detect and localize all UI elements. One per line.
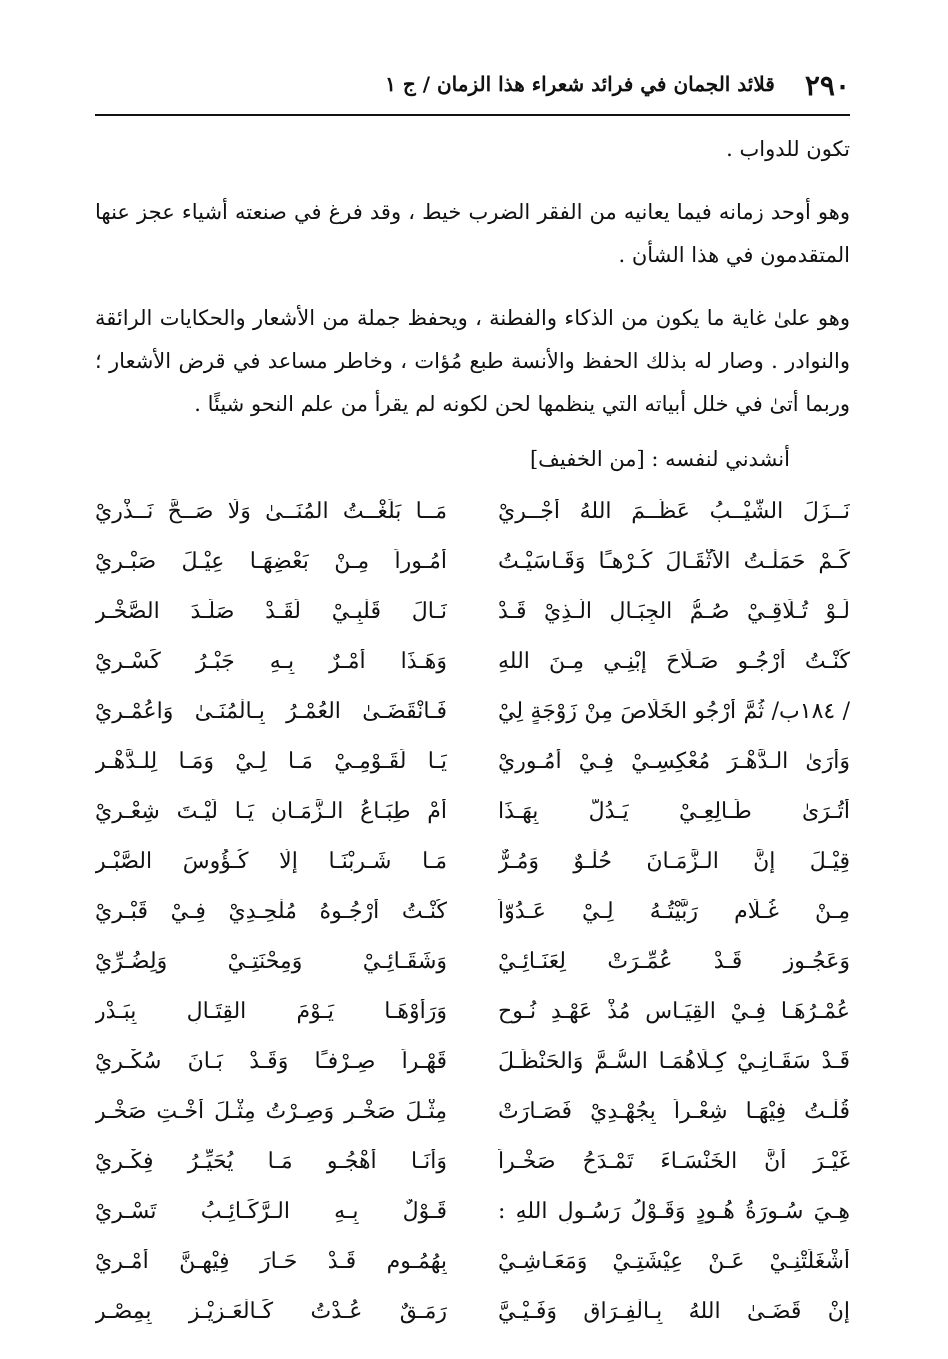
verse-first-hemistich: إِنْ قَضَـىٰ اللهُ بِـالْفِـرَاقِ وَفَـيْـيَّ [498,1298,850,1324]
verse [95,1036,850,1086]
verse-first-hemistich: كَـمْ حَمَلْـتُ الأَثْقَـالَ كُـرْهـًا وَقَـاسَيْـتُ [498,548,850,574]
verse-second-hemistich: قَهْـراً صِـرْفـًا وَقَـدْ بَـانَ سُكْـرِيْ [95,1048,447,1074]
verse-first-hemistich: لَـوْ تُـلَاقِـيْ صُـمُّ الجِبَـالِ الَّـذِيْ قَـدْ [498,598,850,624]
verse [95,886,850,936]
verse-second-hemistich: وَأَنَـا أَهْجُـو مَـا يُحَيِّـرُ فِكْـرِيْ [95,1148,447,1174]
verse-second-hemistich: بِهُمُـومٍ قَـدْ حَـارَ فِيْهِـنَّ أَمْـرِيْ [95,1248,447,1274]
paragraph-1: تكون للدواب . [726,137,850,161]
verse-first-hemistich: نَــزَلَ الشَّيْــبُ عَظَّــمَ اللهُ أَجْــرِيْ [498,498,850,524]
paragraph-2: وهو أوحد زمانه فيما يعانيه من الفقر الضرب خيط ، وقد فرغ في صنعته أشياء عجز عنها المتقدمون في هذا الشأن . [95,200,850,267]
verse [95,586,850,636]
verse [95,636,850,686]
verse-first-hemistich: هِـيَ سُـورَةُ هُـودٍ وَقَـوْلُ رَسُـولِ اللهِ : [498,1198,850,1224]
verse [95,786,850,836]
verse-second-hemistich: فَـانْقَضَـىٰ العُمْـرُ بِـالْمُنَـىٰ وَاعُمْـرِيْ [95,698,447,724]
verse [95,736,850,786]
verse [95,1186,850,1236]
verse-first-hemistich: قِيْـلَ إِنَّ الـزَّمَـانَ حُلْـوٌ وَمُـرٌّ [498,848,850,874]
verse-second-hemistich: مَــا بَلَغْــتُ المُنَــىٰ وَلَا صَــحَّ نَــذْرِيْ [95,498,447,524]
poem [95,486,850,1336]
verse [95,836,850,886]
verse [95,486,850,536]
verse [95,686,850,736]
verse [95,1086,850,1136]
verse-second-hemistich: وَرَأَوْهَـا يَـوْمَ القِتَـالِ بِبَـدْرِ [95,998,447,1024]
header-rule [95,114,850,116]
verse-first-hemistich: أَتُـرَىٰ طَـالِعِـيْ يَـدُلُّ بِهَـذَا [498,798,850,824]
poem-intro: أنشدني لنفسه : [من الخفيف] [529,447,790,471]
verse-second-hemistich: مِثْـلَ صَخْـرٍ وَصِـرْتُ مِثْـلَ أُخْـتِ صَخْـرِ [95,1098,447,1124]
verse-second-hemistich: يَـا لَقَـوْمِـيْ مَـا لِـيْ وَمَـا لِلـدَّهْـرِ [95,748,447,774]
verse-first-hemistich: / ١٨٤ب/ ثُمَّ أَرْجُو الخَلَاصَ مِنْ زَوْجَةٍ لِيْ [498,698,850,724]
verse-first-hemistich: كُنْـتُ أَرْجُـو صَـلَاحَ إِبْنِـي مِـنَ اللهِ [498,648,850,674]
verse-second-hemistich: رَمَـقٌ عُـدْتُ كَـالْعَـزِيْـزِ بِمِصْـرِ [95,1298,447,1324]
verse-first-hemistich: أَشْغَلَتْنِـيْ عَـنْ عِيْشَتِـيْ وَمَعَـاشِـيْ [498,1248,850,1274]
verse-second-hemistich: قَـوْلٌ بِـهِ الـرَّكَـائِـبُ تَسْـرِيْ [95,1198,447,1224]
verse-second-hemistich: أُمُـوراً مِـنْ بَعْضِهَـا عِيْـلَ صَبْـرِيْ [95,548,447,574]
verse [95,936,850,986]
page-header [95,52,850,112]
verse-first-hemistich: وَعَجُـوزٍ قَـدْ عُمِّـرَتْ لِعَنَـائِـيْ [498,948,850,974]
verse-second-hemistich: مَـا شَـرِبْنَـا إِلَّا كُـؤُوسَ الصَّبْـرِ [95,848,447,874]
verse-first-hemistich: مِـنْ غُـلَامٍ رَبَّيْتُـهُ لِـيْ عَـدُوّاً [498,898,850,924]
verse-first-hemistich: وَأَرَىٰ الـدَّهْـرَ مُعْكِسِـيْ فِـيْ أُمُـورِيْ [498,748,850,774]
verse-second-hemistich: وَشَقَـائِـيْ وَمِحْنَتِـيْ وَلِضُـرِّيْ [95,948,447,974]
verse-second-hemistich: كُنْـتُ أَرْجُـوهُ مُلْحِـدِيْ فِـيْ قَبْـرِيْ [95,898,447,924]
verse-first-hemistich: غَيْـرَ أَنَّ الخَنْسَـاءَ تَمْـدَحُ صَخْـراً [498,1148,850,1174]
page-number: ٢٩٠ [804,69,850,102]
verse-second-hemistich: أَمْ طِبَـاعُ الـزَّمَـانِ يَـا لَيْـتَ شِعْـرِيْ [95,798,447,824]
verse [95,986,850,1036]
verse-second-hemistich: نَـالَ قَلْبِـيْ لَقَـدْ صَلَـدَ الصَّخْـرِ [95,598,447,624]
verse [95,1136,850,1186]
verse-first-hemistich: قَـدْ سَقَـانِـيْ كِـلَاهُمَـا السُّـمَّ وَالحَنْظَـلَ [498,1048,850,1074]
verse-first-hemistich: قُلْـتُ فِيْهَـا شِعْـراً بِجُهْـدِيْ فَصَـارَتْ [498,1098,850,1124]
running-title: قلائد الجمان في فرائد شعراء هذا الزمان / ج ١ [385,72,775,96]
verse [95,536,850,586]
verse-first-hemistich: عُمْـرُهَـا فِـيْ القِيَـاسِ مُذْ عَهْـدِ نُـوحٍ [498,998,850,1024]
prose-body [95,128,850,426]
verse [95,1236,850,1286]
paragraph-3: وهو علىٰ غاية ما يكون من الذكاء والفطنة ، ويحفظ جملة من الأشعار والحكايات الرائقة والنوادر . وصار له بذلك الحفظ والأنسة طبع مُؤات ، وخاطر مساعد في قرض الأشعار ؛ وربما أتىٰ في خلل أبياته التي ينظمها لحن لكونه لم يقرأ من علم النحو شيئًا . [95,306,850,416]
verse [95,1286,850,1336]
verse-second-hemistich: وَهَـذَا أَمْـرٌ بِـهِ جَبْـرُ كَسْـرِيْ [95,648,447,674]
